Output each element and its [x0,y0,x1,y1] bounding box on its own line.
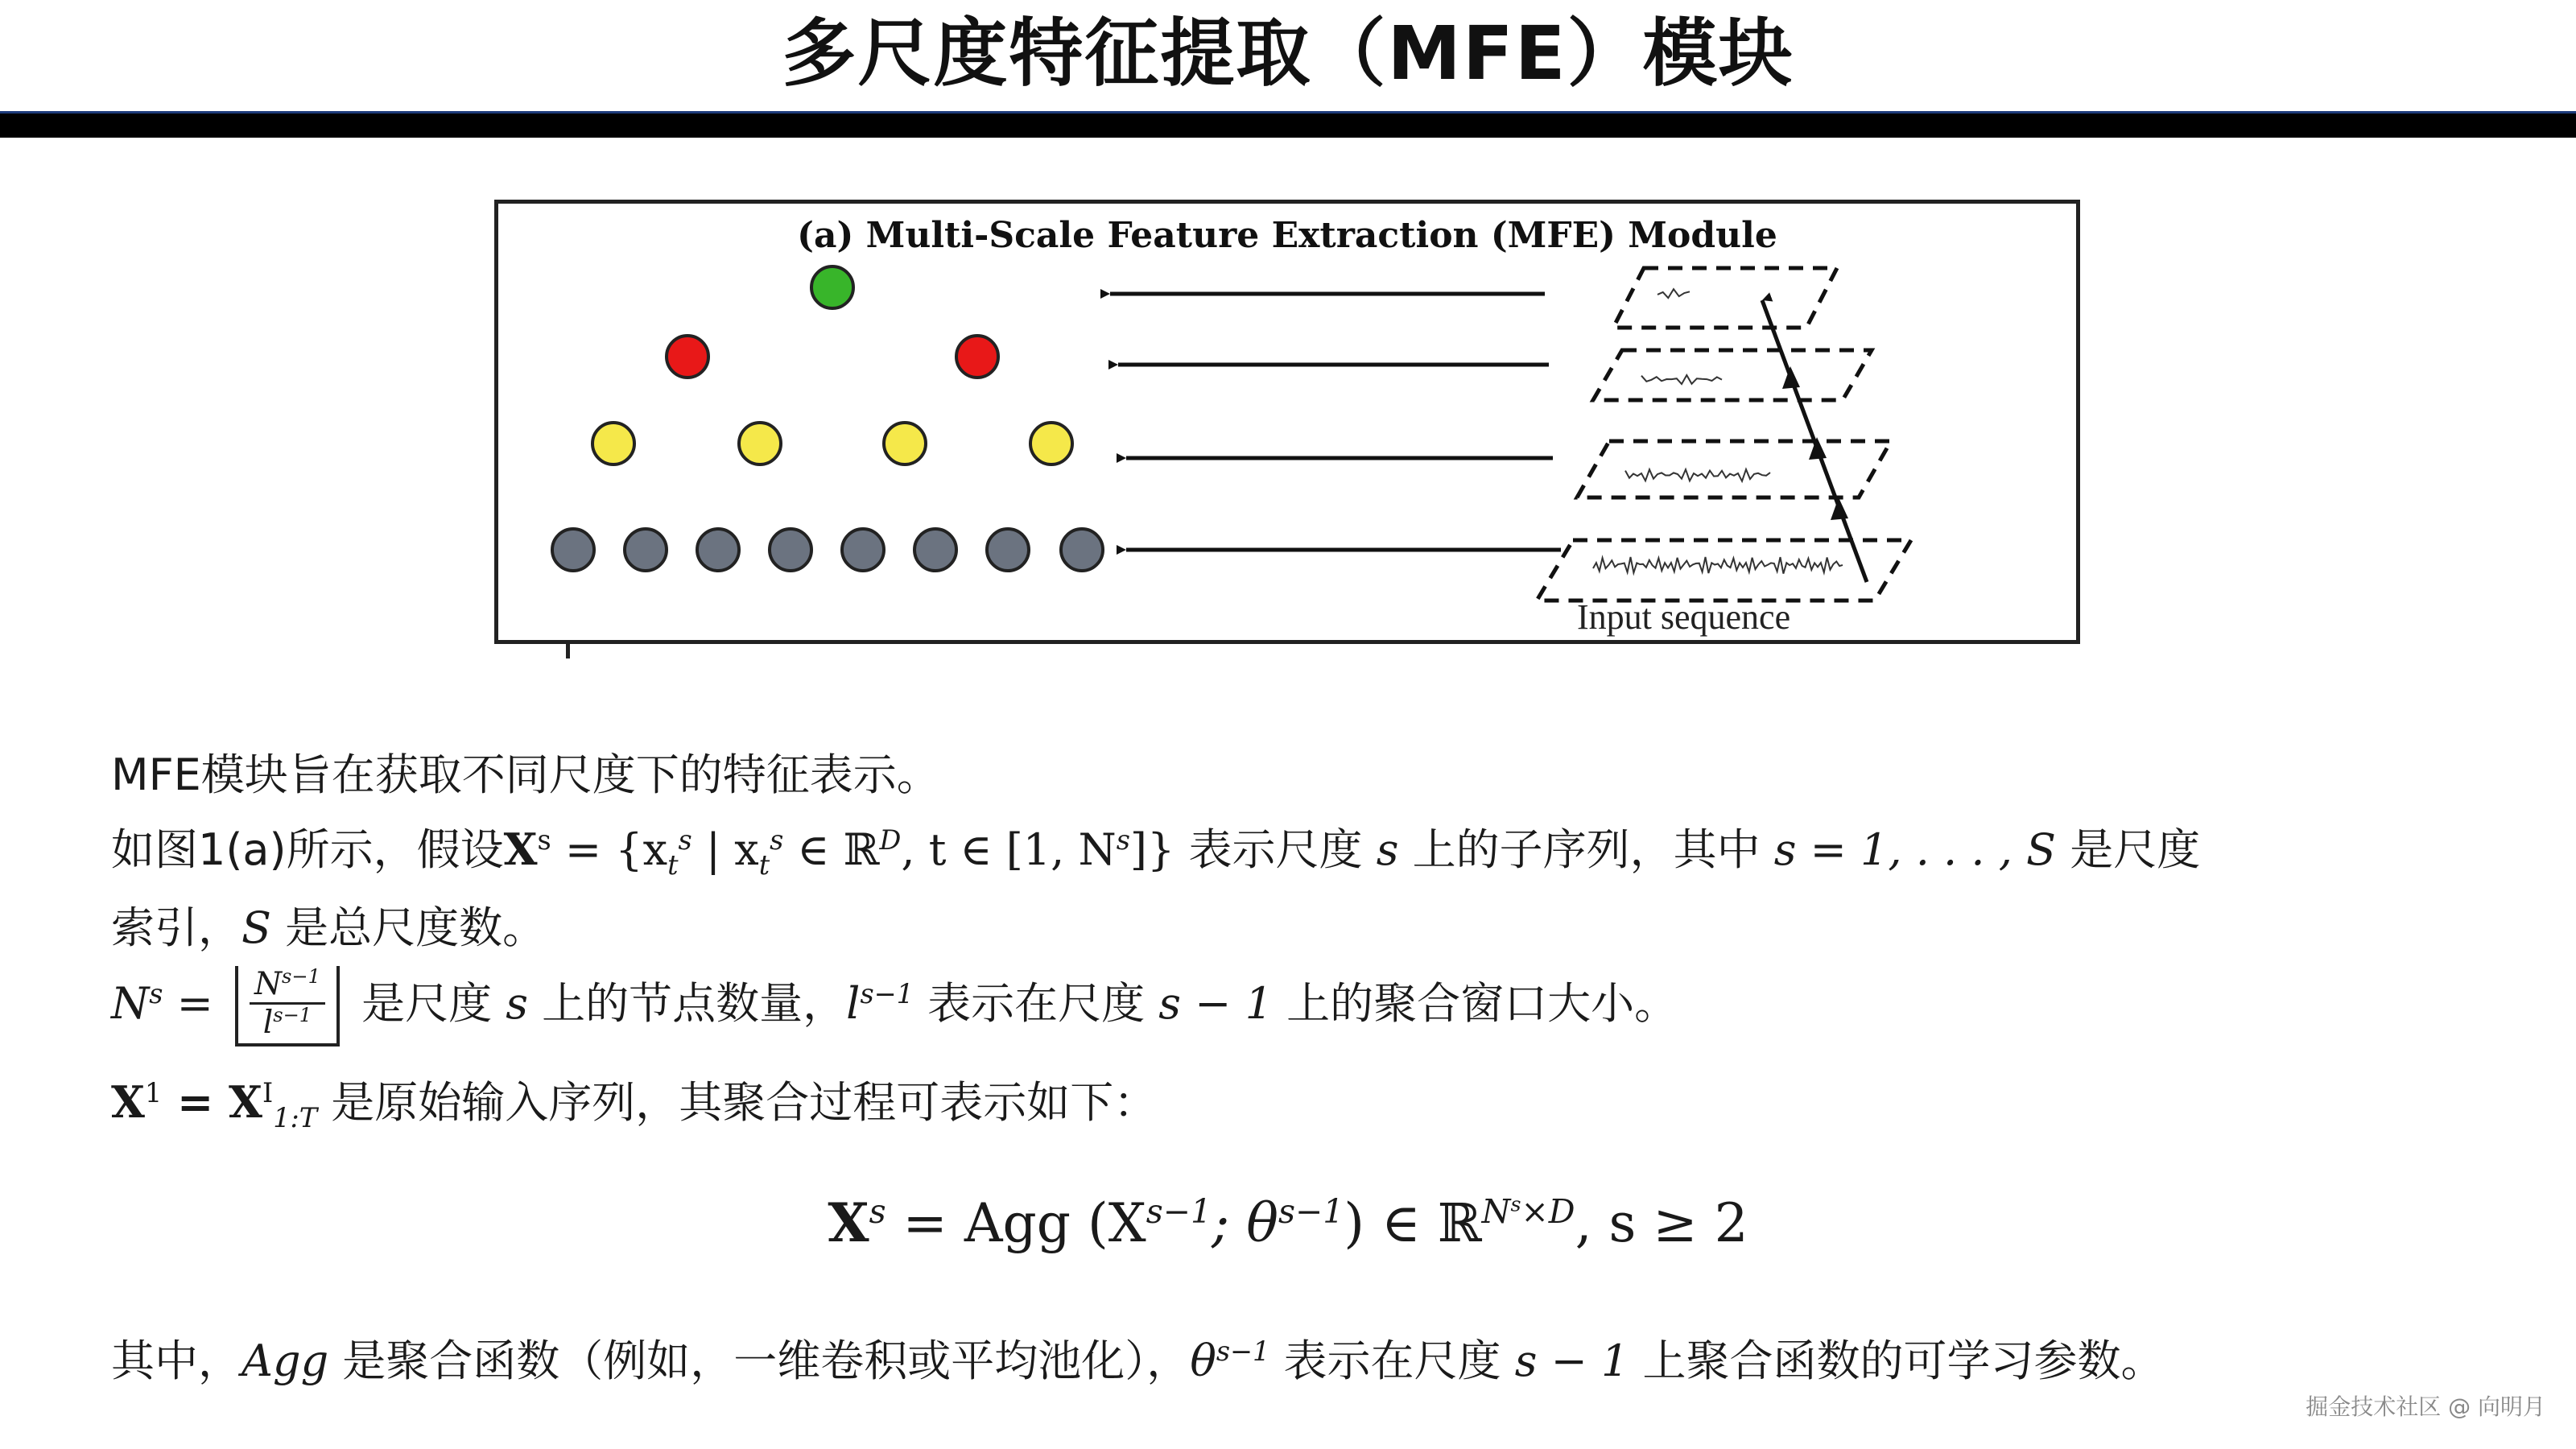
text-line4-d: 上的聚合窗口大小。 [1272,977,1678,1029]
math-set-mid: | x [691,824,759,875]
eq-sup: ×D [1521,1192,1575,1231]
math-set-close: ]} [1129,824,1175,875]
math-frac-num: N [254,965,283,1002]
math-sup: s [149,977,163,1009]
aggregation-equation [0,1191,2576,1254]
text-line4-c: 表示在尺度 [913,977,1159,1029]
scale-plane [1613,268,1837,328]
signal-trace [1625,469,1770,481]
scale-plane [1593,350,1872,400]
paragraph-node-count [111,966,2494,1046]
math-sup: s [678,824,692,856]
text-line2-b: 表示尺度 [1174,824,1377,875]
watermark: 掘金技术社区 @ 向明月 [2306,1393,2545,1420]
text-line4-a: 是尺度 [347,977,506,1029]
eq-lhs: X [828,1191,869,1254]
math-sup: s−1 [1216,1335,1270,1367]
node-level4 [811,266,853,308]
eq-close: ) ∈ ℝ [1344,1192,1482,1254]
signal-trace [1593,557,1843,574]
mfe-diagram [498,204,2076,640]
eq-sup: s−1 [1278,1192,1344,1231]
text-line6-a: 其中， [111,1335,242,1386]
text-line2-d: 是尺度 [2056,824,2201,875]
node-level1 [842,529,884,571]
math-sup: 1 [144,1077,163,1108]
eq-mid: = Agg (X [886,1192,1146,1254]
text-line6-c: 表示在尺度 [1269,1335,1515,1386]
scale-plane [1577,441,1891,497]
node-level2 [1030,423,1072,464]
node-level1 [914,529,956,571]
node-level1 [625,529,667,571]
text-line2-c: 上的子序列，其中 [1398,824,1774,875]
math-equals-X: = X [162,1076,262,1128]
math-agg: Agg [242,1335,329,1386]
math-N: N [111,977,150,1029]
math-in-reals: ∈ ℝ [783,824,880,875]
input-sequence-label: Input sequence [1577,597,1791,637]
math-S: S [242,902,271,953]
text-line4-b: 上的节点数量， [527,977,847,1029]
scale-up-arrowhead [1831,497,1848,520]
signal-trace [1641,375,1722,384]
node-level1 [770,529,811,571]
math-range: s = 1, . . . , S [1773,824,2057,875]
text-line6-b: 是聚合函数（例如，一维卷积或平均池化）， [328,1335,1191,1386]
root-connector-line [566,644,570,658]
math-frac-den: l [262,1004,274,1041]
text-line3-a: 索引， [111,902,242,953]
slide-title: 多尺度特征提取（MFE）模块 [782,10,1794,97]
eq-sup: s−1 [1146,1192,1212,1231]
eq-sup: N [1481,1192,1511,1231]
math-sub: 1:T [273,1101,318,1133]
mfe-figure [494,200,2080,644]
eq-sup: s [1510,1191,1521,1216]
math-X: X [111,1076,145,1128]
math-s-minus-1: s − 1 [1514,1335,1629,1386]
math-s-minus-1: s − 1 [1158,977,1273,1029]
node-level1 [1061,529,1103,571]
scale-up-arrowhead [1782,366,1800,389]
node-level2 [592,423,634,464]
eq-tail: , s ≥ 2 [1575,1192,1748,1254]
node-level3 [956,336,998,378]
node-level2 [739,423,781,464]
math-sub: t [758,848,770,881]
eq-sup: s [869,1192,886,1231]
math-t-range: , t ∈ [1, N [901,824,1117,875]
text-line2-a: 如图1(a)所示，假设 [111,824,504,875]
math-sup: s [537,824,551,856]
text-line5-a: 是原始输入序列，其聚合过程可表示如下： [317,1077,1158,1128]
floor-fraction [235,966,340,1046]
math-sup: s [770,824,784,856]
text-line1: MFE模块旨在获取不同尺度下的特征表示。 [111,749,940,800]
paragraph-input [111,1074,2494,1135]
paragraph-intro [111,747,2494,803]
math-sub: t [667,848,679,881]
paragraph-scale-index [111,900,2494,956]
math-s: s [1376,824,1399,875]
text-line6-d: 上聚合函数的可学习参数。 [1629,1335,2165,1386]
paragraph-agg-definition [111,1333,2494,1389]
node-level1 [987,529,1029,571]
math-sup: D [879,824,902,856]
math-set-open: = {x [551,824,668,875]
math-s: s [506,977,528,1029]
node-level1 [697,529,739,571]
math-l: l [846,977,861,1029]
node-level3 [667,336,708,378]
eq-theta: ; θ [1212,1192,1278,1254]
math-sup: I [262,1077,274,1108]
node-level1 [552,529,594,571]
figure-caption: (a) Multi-Scale Feature Extraction (MFE) Module [797,215,1777,256]
text-line3-b: 是总尺度数。 [271,902,547,953]
math-sup: s−1 [282,965,320,988]
math-sup: s−1 [860,977,914,1009]
math-sup: s [1116,824,1130,856]
title-divider-bar [0,111,2576,138]
node-level2 [884,423,926,464]
math-sup: s−1 [273,1003,312,1026]
math-X: X [503,824,538,875]
signal-trace [1657,289,1690,298]
paragraph-definition [111,821,2494,882]
math-equals: = [163,977,228,1029]
math-theta: θ [1190,1335,1216,1386]
